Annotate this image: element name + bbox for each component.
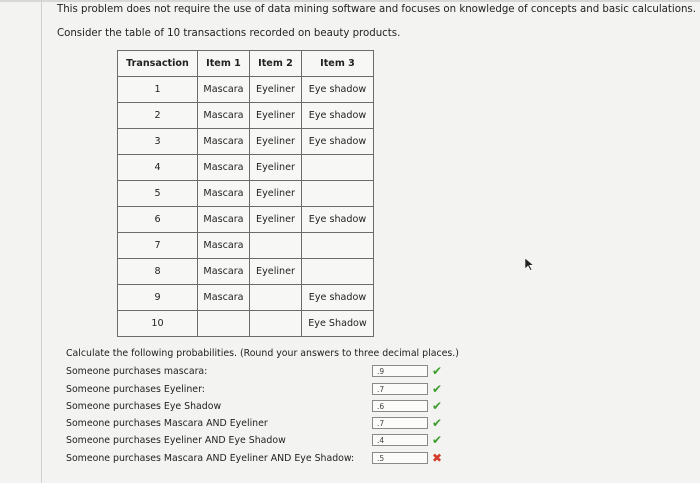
cell-item-1: Mascara xyxy=(198,103,250,129)
cell-item-3 xyxy=(302,259,374,285)
left-border xyxy=(41,0,42,483)
cell-item-1: Mascara xyxy=(198,155,250,181)
header-transaction: Transaction xyxy=(118,51,198,77)
cell-item-1: Mascara xyxy=(198,259,250,285)
cell-item-2 xyxy=(250,311,302,337)
cell-item-2: Eyeliner xyxy=(250,207,302,233)
table-row xyxy=(118,77,374,103)
top-border xyxy=(0,0,700,2)
cell-item-3 xyxy=(302,155,374,181)
cell-num: 6 xyxy=(118,207,198,233)
table-header-row xyxy=(118,51,374,77)
question-label: Someone purchases Eyeliner AND Eye Shadow xyxy=(66,435,286,446)
cell-num: 9 xyxy=(118,285,198,311)
cell-item-3: Eye shadow xyxy=(302,285,374,311)
cell-item-1: Mascara xyxy=(198,285,250,311)
cell-item-2: Eyeliner xyxy=(250,129,302,155)
check-icon: ✔ xyxy=(432,399,443,413)
cell-item-2: Eyeliner xyxy=(250,103,302,129)
cell-item-1: Mascara xyxy=(198,207,250,233)
header-item-3: Item 3 xyxy=(302,51,374,77)
cell-item-2: Eyeliner xyxy=(250,77,302,103)
cell-item-2: Eyeliner xyxy=(250,181,302,207)
table-row xyxy=(118,259,374,285)
question-label: Someone purchases Mascara AND Eyeliner xyxy=(66,418,268,429)
cell-num: 7 xyxy=(118,233,198,259)
instruction-text: Calculate the following probabilities. (Round your answers to three decimal places.) xyxy=(66,348,459,359)
cell-item-3: Eye Shadow xyxy=(302,311,374,337)
table-row xyxy=(118,207,374,233)
table-row xyxy=(118,155,374,181)
table-row xyxy=(118,285,374,311)
answer-input[interactable]: .9 xyxy=(372,365,428,377)
cell-item-3: Eye shadow xyxy=(302,129,374,155)
cell-num: 10 xyxy=(118,311,198,337)
cell-item-1: Mascara xyxy=(198,77,250,103)
question-label: Someone purchases Mascara AND Eyeliner AND Eye Shadow: xyxy=(66,453,355,464)
table-row xyxy=(118,129,374,155)
question-label: Someone purchases mascara: xyxy=(66,366,208,377)
cell-item-2 xyxy=(250,285,302,311)
table-row xyxy=(118,311,374,337)
check-icon: ✔ xyxy=(432,382,443,396)
intro-text-2: Consider the table of 10 transactions recorded on beauty products. xyxy=(57,28,401,39)
cell-num: 3 xyxy=(118,129,198,155)
table-row xyxy=(118,103,374,129)
cell-item-3: Eye shadow xyxy=(302,207,374,233)
cell-item-1: Mascara xyxy=(198,233,250,259)
table-row xyxy=(118,181,374,207)
question-label: Someone purchases Eyeliner: xyxy=(66,384,205,395)
cell-num: 5 xyxy=(118,181,198,207)
check-icon: ✔ xyxy=(432,416,443,430)
answer-input[interactable]: .4 xyxy=(372,434,428,446)
cell-item-3: Eye shadow xyxy=(302,77,374,103)
answer-input[interactable]: .6 xyxy=(372,400,428,412)
check-icon: ✔ xyxy=(432,364,443,378)
header-item-1: Item 1 xyxy=(198,51,250,77)
table-row xyxy=(118,233,374,259)
cell-item-3 xyxy=(302,233,374,259)
answer-input[interactable]: .7 xyxy=(372,417,428,429)
cell-item-1: Mascara xyxy=(198,129,250,155)
cell-item-3: Eye shadow xyxy=(302,103,374,129)
cell-item-2 xyxy=(250,233,302,259)
cell-item-3 xyxy=(302,181,374,207)
transactions-table xyxy=(117,50,374,337)
cell-item-1 xyxy=(198,311,250,337)
question-label: Someone purchases Eye Shadow xyxy=(66,401,222,412)
answer-input[interactable]: .5 xyxy=(372,452,428,464)
mouse-cursor-icon xyxy=(524,257,534,271)
header-item-2: Item 2 xyxy=(250,51,302,77)
intro-text-1: This problem does not require the use of data mining software and focuses on knowledge of concepts and basic calculations. xyxy=(57,4,696,15)
cell-item-2: Eyeliner xyxy=(250,155,302,181)
cell-num: 8 xyxy=(118,259,198,285)
cell-num: 1 xyxy=(118,77,198,103)
cell-num: 4 xyxy=(118,155,198,181)
cell-item-1: Mascara xyxy=(198,181,250,207)
cell-num: 2 xyxy=(118,103,198,129)
x-icon: ✖ xyxy=(432,451,443,465)
answer-input[interactable]: .7 xyxy=(372,383,428,395)
cell-item-2: Eyeliner xyxy=(250,259,302,285)
check-icon: ✔ xyxy=(432,433,443,447)
